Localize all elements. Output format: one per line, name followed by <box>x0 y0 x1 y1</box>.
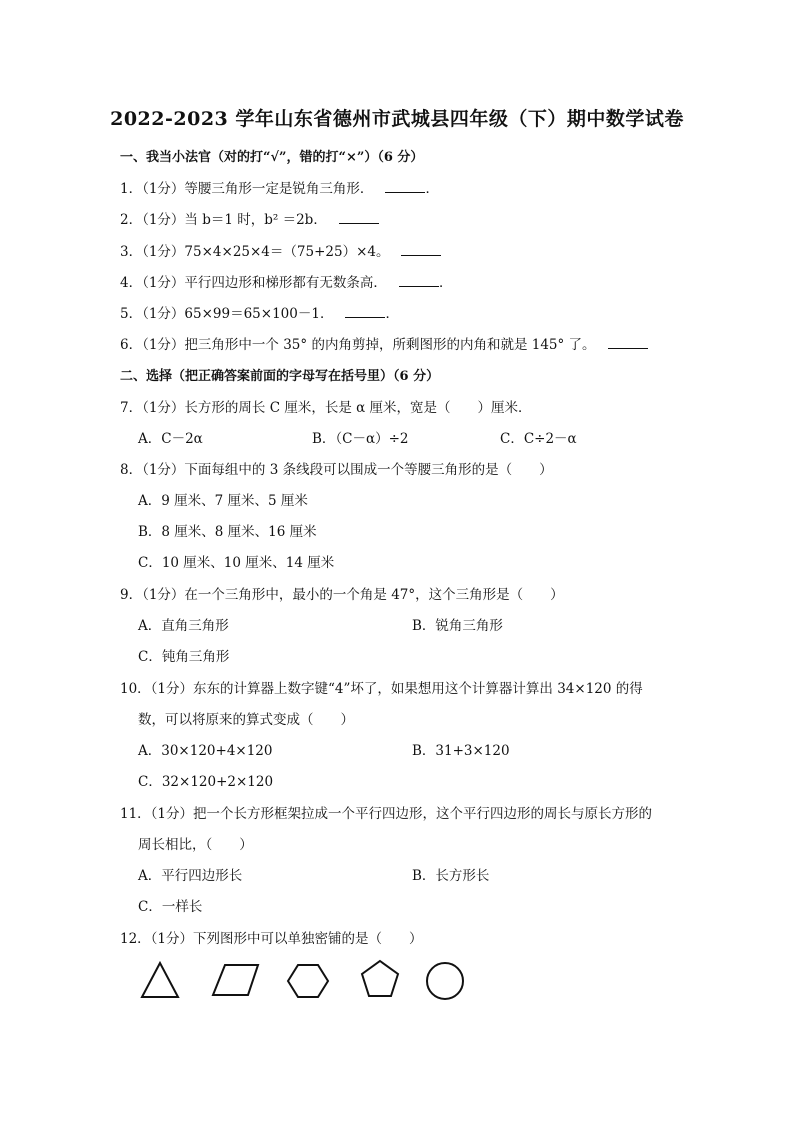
question-12: 12．（1分）下列图形中可以单独密铺的是（ ） <box>120 931 423 947</box>
question-4-text: 4．（1分）平行四边形和梯形都有无数条高． <box>120 275 387 291</box>
question-7-option-c[interactable]: C．C÷2－α <box>500 431 577 447</box>
answer-blank-2[interactable] <box>339 211 379 224</box>
circle-shape[interactable] <box>427 963 463 999</box>
question-10-line-2: 数，可以将原来的算式变成（ ） <box>138 712 354 728</box>
question-3-text: 3．（1分）75×4×25×4＝（75+25）×4。 <box>120 244 390 260</box>
question-4 <box>120 271 452 291</box>
question-9-option-b[interactable]: B．锐角三角形 <box>412 618 503 634</box>
question-2 <box>120 208 379 228</box>
question-11-option-a[interactable]: A．平行四边形长 <box>138 868 243 884</box>
question-11-option-c[interactable]: C．一样长 <box>138 899 203 915</box>
question-8-option-a[interactable]: A．9 厘米、7 厘米、5 厘米 <box>138 493 308 509</box>
pentagon-shape[interactable] <box>362 961 398 996</box>
question-10-line-1: 10．（1分）东东的计算器上数字键“4”坏了，如果想用这个计算器计算出 34×120 的得 <box>120 681 643 697</box>
question-5-end: ． <box>385 306 399 322</box>
question-2-text: 2．（1分）当 b＝1 时，b² ＝2b． <box>120 212 327 228</box>
question-5-text: 5．（1分）65×99＝65×100－1． <box>120 306 334 322</box>
answer-blank-6[interactable] <box>608 336 648 349</box>
question-4-end: ． <box>438 275 453 291</box>
section-2-heading: 二、选择（把正确答案前面的字母写在括号里）（6 分） <box>120 369 440 384</box>
question-1 <box>120 177 439 197</box>
answer-blank-4[interactable] <box>399 274 439 287</box>
question-8-option-c[interactable]: C．10 厘米、10 厘米、14 厘米 <box>138 555 335 571</box>
exam-title: 2022-2023 学年山东省德州市武城县四年级（下）期中数学试卷 <box>110 108 684 130</box>
question-11-line-2: 周长相比，（ ） <box>138 837 253 853</box>
question-7: 7．（1分）长方形的周长 C 厘米，长是 α 厘米，宽是（ ）厘米． <box>120 400 532 416</box>
question-3 <box>120 240 441 260</box>
question-8: 8．（1分）下面每组中的 3 条线段可以围成一个等腰三角形的是（ ） <box>120 462 553 478</box>
question-9: 9．（1分）在一个三角形中，最小的一个角是 47°，这个三角形是（ ） <box>120 587 564 603</box>
answer-blank-3[interactable] <box>401 243 441 256</box>
answer-blank-5[interactable] <box>345 305 385 318</box>
question-9-option-c[interactable]: C．钝角三角形 <box>138 649 230 665</box>
question-11-line-1: 11．（1分）把一个长方形框架拉成一个平行四边形，这个平行四边形的周长与原长方形的 <box>120 806 653 822</box>
question-10-option-c[interactable]: C．32×120+2×120 <box>138 774 274 790</box>
shapes-figure <box>138 955 468 1007</box>
question-7-option-b[interactable]: B．（C－α）÷2 <box>312 431 409 447</box>
question-1-end: ． <box>425 181 439 197</box>
question-7-option-a[interactable]: A．C－2α <box>138 431 203 447</box>
hexagon-shape[interactable] <box>288 965 328 997</box>
question-10-option-a[interactable]: A．30×120+4×120 <box>138 743 273 759</box>
question-5 <box>120 302 399 322</box>
question-10-option-b[interactable]: B．31+3×120 <box>412 743 510 759</box>
answer-blank-1[interactable] <box>385 180 425 193</box>
question-6 <box>120 333 648 353</box>
triangle-shape[interactable] <box>142 963 178 997</box>
question-9-option-a[interactable]: A．直角三角形 <box>138 618 229 634</box>
question-11-option-b[interactable]: B．长方形长 <box>412 868 490 884</box>
question-1-text: 1．（1分）等腰三角形一定是锐角三角形． <box>120 181 374 197</box>
question-8-option-b[interactable]: B．8 厘米、8 厘米、16 厘米 <box>138 524 317 540</box>
question-6-text: 6．（1分）把三角形中一个 35° 的内角剪掉，所剩图形的内角和就是 145° 了。 <box>120 337 596 353</box>
parallelogram-shape[interactable] <box>213 965 258 995</box>
section-1-heading: 一、我当小法官（对的打“√”，错的打“×”）（6 分） <box>120 150 424 165</box>
